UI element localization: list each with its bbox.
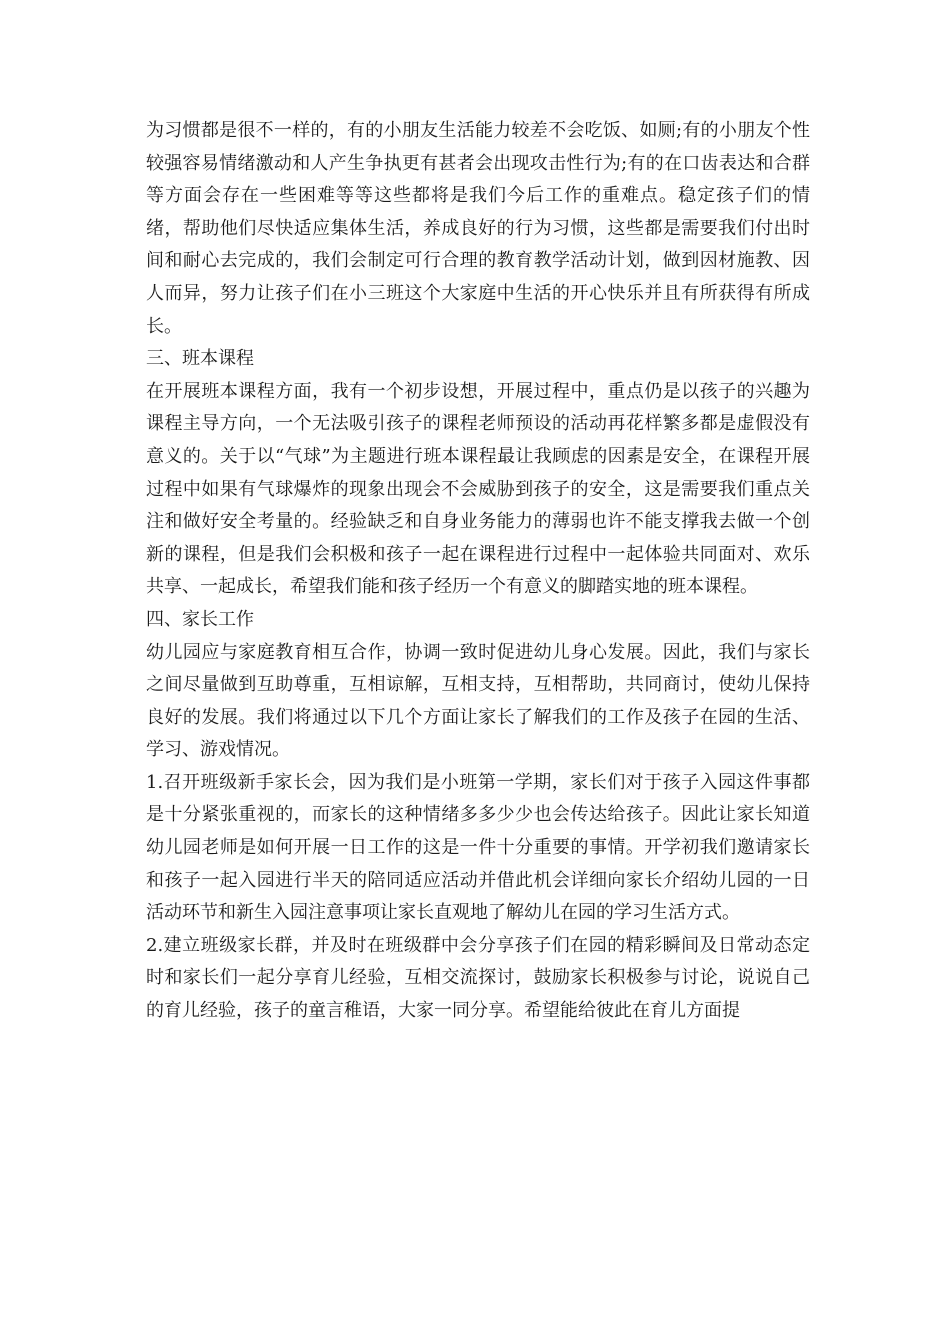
paragraph-parent-group: 2.建立班级家长群，并及时在班级群中会分享孩子们在园的精彩瞬间及日常动态定时和家长们一起分享育儿经验，互相交流探讨，鼓励家长积极参与讨论，说说自己的育儿经验，孩子的童言稚语，大家一同分享。希望能给彼此在育儿方面提: [146, 934, 810, 1022]
document-body: [146, 115, 810, 1028]
paragraph-parent-cooperation: 幼儿园应与家庭教育相互合作，协调一致时促进幼儿身心发展。因此，我们与家长之间尽量做到互助尊重，互相谅解，互相支持，互相帮助，共同商讨，使幼儿保持良好的发展。我们将通过以下几个方面让家长了解我们的工作及孩子在园的生活、学习、游戏情况。: [146, 641, 810, 761]
paragraph-class-curriculum: 在开展班本课程方面，我有一个初步设想，开展过程中，重点仍是以孩子的兴趣为课程主导方向，一个无法吸引孩子的课程老师预设的活动再花样繁多都是虚假没有意义的。关于以“气球”为主题进行班本课程最让我顾虑的因素是安全，在课程开展过程中如果有气球爆炸的现象出现会不会威胁到孩子的安全，这是需要我们重点关注和做好安全考量的。经验缺乏和自身业务能力的薄弱也许不能支撑我去做一个创新的课程，但是我们会积极和孩子一起在课程进行过程中一起体验共同面对、欢乐共享、一起成长，希望我们能和孩子经历一个有意义的脚踏实地的班本课程。: [146, 380, 810, 598]
paragraph-parent-meeting: 1.召开班级新手家长会，因为我们是小班第一学期，家长们对于孩子入园这件事都是十分紧张重视的，而家长的这种情绪多多少少也会传达给孩子。因此让家长知道幼儿园老师是如何开展一日工作的这是一件十分重要的事情。开学初我们邀请家长和孩子一起入园进行半天的陪同适应活动并借此机会详细向家长介绍幼儿园的一日活动环节和新生入园注意事项让家长直观地了解幼儿在园的学习生活方式。: [146, 771, 810, 924]
paragraph-behavior-habits: 为习惯都是很不一样的，有的小朋友生活能力较差不会吃饭、如厕;有的小朋友个性较强容易情绪激动和人产生争执更有甚者会出现攻击性行为;有的在口齿表达和合群等方面会存在一些困难等等这些都将是我们今后工作的重难点。稳定孩子们的情绪，帮助他们尽快适应集体生活，养成良好的行为习惯，这些都是需要我们付出时间和耐心去完成的，我们会制定可行合理的教育教学活动计划，做到因材施教、因人而异，努力让孩子们在小三班这个大家庭中生活的开心快乐并且有所获得有所成长。: [146, 120, 810, 337]
section-heading-class-curriculum: 三、班本课程: [146, 348, 254, 370]
section-heading-parent-work: 四、家长工作: [146, 608, 254, 630]
